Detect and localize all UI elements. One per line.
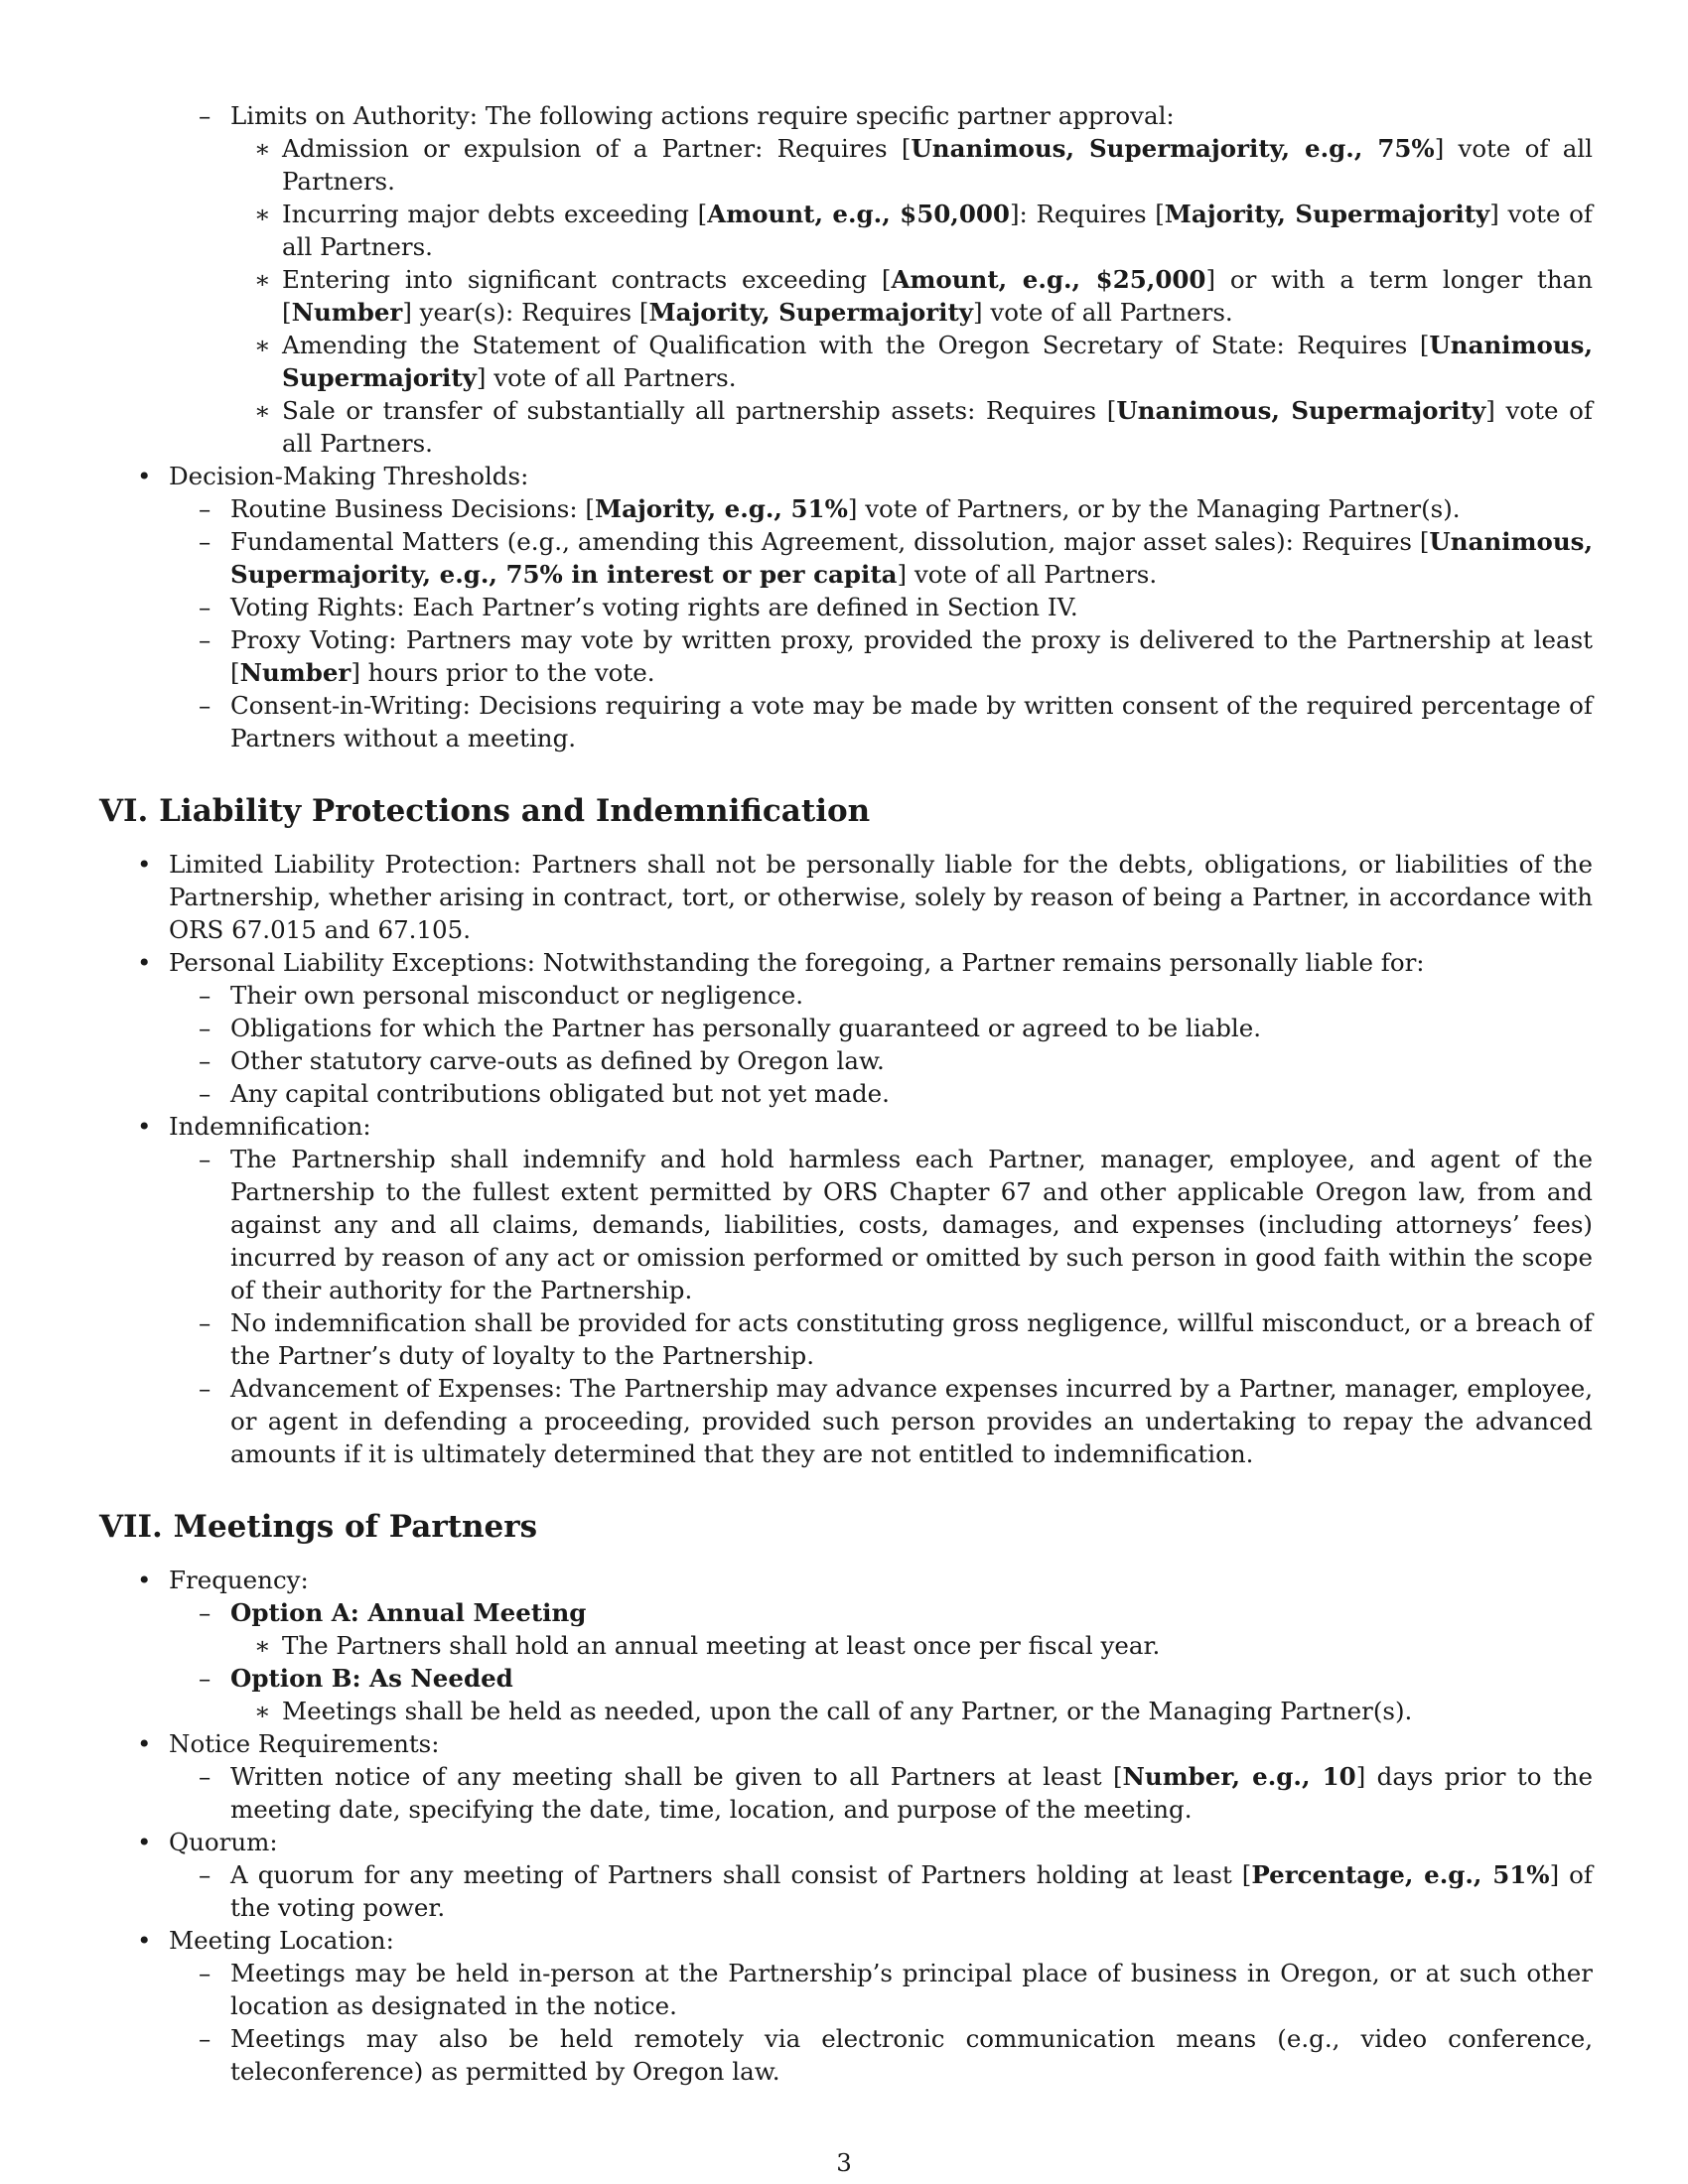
location-text: – Meetings may be held in-person at the Partnership’s principal place of business in Oregon, or at such other location as designated in the notice. [169,1957,1593,2022]
option-a-text: ∗ The Partners shall hold an annual meeting at least once per fiscal year. [230,1629,1593,1662]
section-6-list [99,848,1593,1470]
indemnification-clause: – Advancement of Expenses: The Partnership may advance expenses incurred by a Partner, manager, employee, or agent in defending a proceeding, provided such person provides an undertaking to repay the advanced amounts if it is ultimately determined that they are not entitled to indemnification. [169,1372,1593,1470]
consent-in-writing: – Consent-in-Writing: Decisions requiring a vote may be made by written consent of the required percentage of Partners without a meeting. [169,689,1593,754]
exception-item: – Any capital contributions obligated but not yet made. [169,1077,1593,1110]
thresholds-list [99,460,1593,754]
limit-statement-amend: ∗ Amending the Statement of Qualification with the Oregon Secretary of State: Requires [Unanimous, Supermajority] vote of all Partners. [230,329,1593,394]
exception-item: – Their own personal misconduct or negligence. [169,979,1593,1012]
meeting-location-item: • Meeting Location: – Meetings may be held in-person at the Partnership’s principal place of business in Oregon, or at such other location as designated in the notice. – Meetings may also be held remotely via electronic communication means (e.g., video conference, teleconference) as permitted by Oregon law. [99,1924,1593,2088]
option-a: – Option A: Annual Meeting ∗ The Partners shall hold an annual meeting at least once per fiscal year. [169,1596,1593,1662]
limits-on-authority-item [169,99,1593,460]
location-text: – Meetings may also be held remotely via electronic communication means (e.g., video conference, teleconference) as permitted by Oregon law. [169,2022,1593,2088]
decision-thresholds-item: • Decision-Making Thresholds: – Routine Business Decisions: [Majority, e.g., 51%] vote of Partners, or by the Managing Partner(s). – Fundamental Matters (e.g., amending this Agreement, dissolution, major asset sales): Requires [Unanimous, Supermajority, e.g., 75% in interest or per capita] vote of all Partners. – Voting Rights: Each Partner’s voting rights are defined in Section IV. – Proxy Voting: Partners may vote by written proxy, provided the proxy is delivered to the Partnership at least [Number] hours prior to the vote. – Consent-in-Writing: Decisions requiring a vote may be made by written consent of the required percentage of Partners without a meeting. [99,460,1593,754]
quorum-item: • Quorum: – A quorum for any meeting of Partners shall consist of Partners holding at least [Percentage, e.g., 51%] of the voting power. [99,1826,1593,1924]
fundamental-matters: – Fundamental Matters (e.g., amending this Agreement, dissolution, major asset sales): Requires [Unanimous, Supermajority, e.g., 75% in interest or per capita] vote of all Partners. [169,525,1593,591]
indemnification-item: • Indemnification: – The Partnership shall indemnify and hold harmless each Partner, manager, employee, and agent of the Partnership to the fullest extent permitted by ORS Chapter 67 and other applicable Oregon law, from and against any and all claims, demands, liabilities, costs, damages, and expenses (including attorneys’ fees) incurred by reason of any act or omission performed or omitted by such person in good faith within the scope of their authority for the Partnership. – No indemnification shall be provided for acts constituting gross negligence, willful misconduct, or a breach of the Partner’s duty of loyalty to the Partnership. – Advancement of Expenses: The Partnership may advance expenses incurred by a Partner, manager, employee, or agent in defending a proceeding, provided such person provides an undertaking to repay the advanced amounts if it is ultimately determined that they are not entitled to indemnification. [99,1110,1593,1470]
limit-admission: ∗ Admission or expulsion of a Partner: Requires [Unanimous, Supermajority, e.g., 75%] vote of all Partners. [230,132,1593,198]
routine-decisions: – Routine Business Decisions: [Majority, e.g., 51%] vote of Partners, or by the Managing Partner(s). [169,492,1593,525]
indemnification-clause: – No indemnification shall be provided for acts constituting gross negligence, willful misconduct, or a breach of the Partner’s duty of loyalty to the Partnership. [169,1306,1593,1372]
page-number: 3 [836,2148,852,2177]
section-7-list [99,1564,1593,2088]
limited-liability-item: • Limited Liability Protection: Partners shall not be personally liable for the debts, obligations, or liabilities of the Partnership, whether arising in contract, tort, or otherwise, solely by reason of being a Partner, in accordance with ORS 67.015 and 67.105. [99,848,1593,946]
limit-major-debts: ∗ Incurring major debts exceeding [Amount, e.g., $50,000]: Requires [Majority, Supermajority] vote of all Partners. [230,198,1593,263]
section-7-heading: VII. Meetings of Partners [99,1509,538,1545]
quorum-text: – A quorum for any meeting of Partners shall consist of Partners holding at least [Percentage, e.g., 51%] of the voting power. [169,1858,1593,1924]
exception-item: – Obligations for which the Partner has personally guaranteed or agreed to be liable. [169,1012,1593,1044]
page-content [99,99,1593,2088]
section-6-heading: VI. Liability Protections and Indemnification [99,793,871,829]
limits-block [169,99,1593,460]
notice-item: • Notice Requirements: – Written notice of any meeting shall be given to all Partners at least [Number, e.g., 10] days prior to the meeting date, specifying the date, time, location, and purpose of the meeting. [99,1727,1593,1826]
option-b-text: ∗ Meetings shall be held as needed, upon the call of any Partner, or the Managing Partner(s). [230,1695,1593,1727]
limit-contracts: ∗ Entering into significant contracts exceeding [Amount, e.g., $25,000] or with a term longer than [Number] year(s): Requires [Majority, Supermajority] vote of all Partners. [230,263,1593,329]
option-b: – Option B: As Needed ∗ Meetings shall be held as needed, upon the call of any Partner, or the Managing Partner(s). [169,1662,1593,1727]
limits-intro: Limits on Authority: The following actions require specific partner approval: [230,101,1175,130]
frequency-item: • Frequency: – Option A: Annual Meeting ∗ The Partners shall hold an annual meeting at least once per fiscal year. – Option B: As Needed ∗ Meetings shall be held as needed, upon the call of any Partner, or the Managing Partner(s). [99,1564,1593,1727]
limit-asset-sale: ∗ Sale or transfer of substantially all partnership assets: Requires [Unanimous, Supermajority] vote of all Partners. [230,394,1593,460]
indemnification-clause: – The Partnership shall indemnify and hold harmless each Partner, manager, employee, and agent of the Partnership to the fullest extent permitted by ORS Chapter 67 and other applicable Oregon law, from and against any and all claims, demands, liabilities, costs, damages, and expenses (including attorneys’ fees) incurred by reason of any act or omission performed or omitted by such person in good faith within the scope of their authority for the Partnership. [169,1143,1593,1306]
proxy-voting: – Proxy Voting: Partners may vote by written proxy, provided the proxy is delivered to the Partnership at least [Number] hours prior to the vote. [169,623,1593,689]
exception-item: – Other statutory carve-outs as defined by Oregon law. [169,1044,1593,1077]
notice-text: – Written notice of any meeting shall be given to all Partners at least [Number, e.g., 10] days prior to the meeting date, specifying the date, time, location, and purpose of the meeting. [169,1760,1593,1826]
limits-list [230,132,1593,460]
voting-rights: – Voting Rights: Each Partner’s voting rights are defined in Section IV. [169,591,1593,623]
liability-exceptions-item: • Personal Liability Exceptions: Notwithstanding the foregoing, a Partner remains personally liable for: – Their own personal misconduct or negligence. – Obligations for which the Partner has personally guaranteed or agreed to be liable. – Other statutory carve-outs as defined by Oregon law. – Any capital contributions obligated but not yet made. [99,946,1593,1110]
